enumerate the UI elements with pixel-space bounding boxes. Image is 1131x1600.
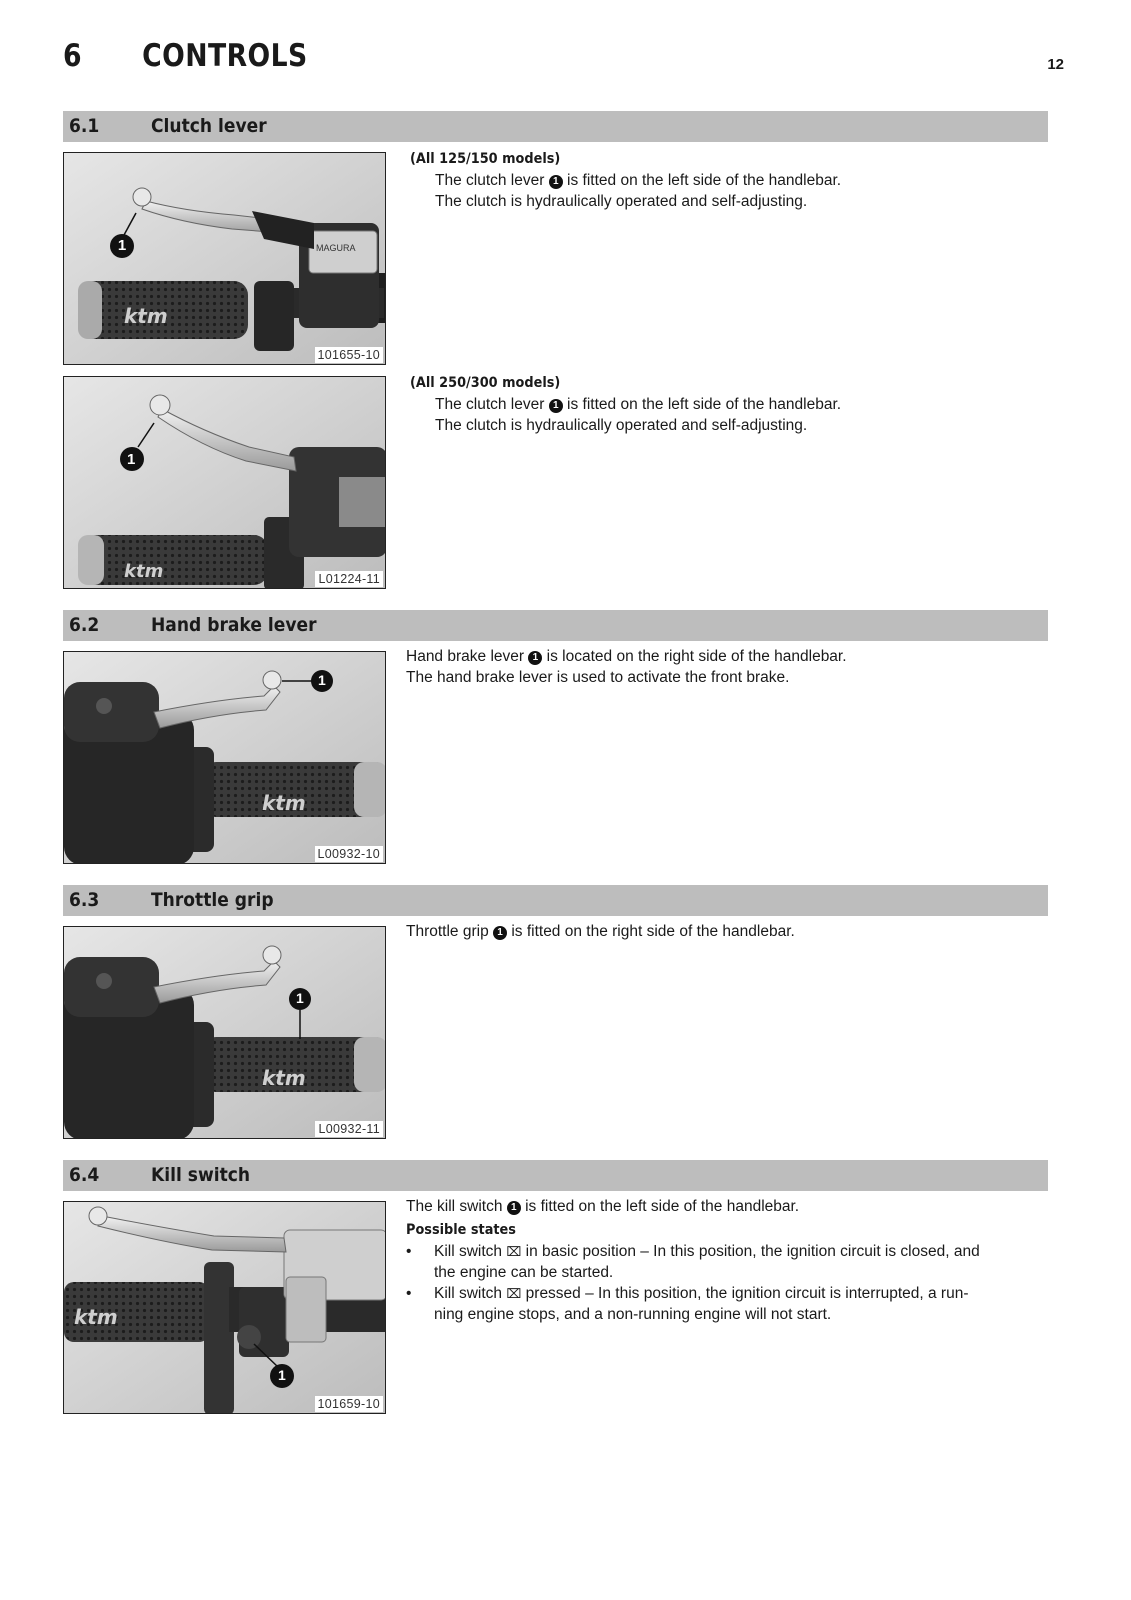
section-title: Kill switch — [151, 1164, 251, 1186]
magura-label: MAGURA — [316, 243, 356, 253]
section-number: 6.3 — [69, 889, 100, 911]
clutch-text-250-300: (All 250/300 models) The clutch lever 1 is fitted on the left side of the handlebar. The clutch is hydraulically operated and self-adjusting. — [410, 375, 842, 434]
chapter-title: CONTROLS — [142, 38, 308, 74]
image-code: L01224-11 — [315, 571, 383, 587]
callout-1: 1 — [318, 672, 326, 688]
callout-1: 1 — [549, 175, 563, 189]
kill-switch-photo — [63, 1201, 386, 1414]
section-header-6-3 — [63, 885, 1048, 916]
svg-text:ktm: ktm — [124, 561, 164, 582]
section-header-6-2 — [63, 610, 1048, 641]
throttle-grip-text: Throttle grip 1 is fitted on the right side of the handlebar. — [406, 923, 795, 940]
section-header-6-4 — [63, 1160, 1048, 1191]
throttle-grip-photo — [63, 926, 386, 1139]
chapter-heading — [63, 38, 308, 74]
callout-1: 1 — [117, 237, 127, 254]
kill-switch-text: The kill switch 1 is fitted on the left side of the handlebar. Possible states • Kill switch ⌧ in basic position – In this position, the ignition circuit is closed, and the engine can be started. • Kill switch ⌧ pressed – In this position, the ignition circuit is interrupted, a run- ning engine stops, and a non-running engine will not start. — [406, 1196, 980, 1325]
section-number: 6.2 — [69, 614, 100, 636]
page-number: 12 — [1047, 56, 1064, 73]
kill-switch-icon: ⌧ — [506, 1286, 522, 1301]
clutch-lever-photo-250-300 — [63, 376, 386, 589]
section-title: Throttle grip — [151, 889, 274, 911]
image-code: L00932-10 — [315, 846, 383, 862]
list-item: • Kill switch ⌧ in basic position – In this position, the ignition circuit is closed, and the engine can be started. — [406, 1241, 980, 1283]
svg-text:ktm: ktm — [262, 791, 306, 815]
callout-1: 1 — [507, 1201, 521, 1215]
section-number: 6.1 — [69, 115, 100, 137]
clutch-description: The clutch is hydraulically operated and self-adjusting. — [435, 417, 808, 434]
image-code: L00932-11 — [315, 1121, 383, 1137]
svg-text:ktm: ktm — [262, 1066, 306, 1090]
list-item: • Kill switch ⌧ pressed – In this position, the ignition circuit is interrupted, a run- ning engine stops, and a non-running engine will not start. — [406, 1283, 980, 1325]
section-title: Clutch lever — [151, 115, 267, 137]
image-code: 101655-10 — [315, 347, 383, 363]
model-subtitle: (All 125/150 models) — [410, 151, 561, 167]
callout-1: 1 — [493, 926, 507, 940]
section-number: 6.4 — [69, 1164, 100, 1186]
chapter-number: 6 — [63, 38, 82, 74]
hand-brake-text: Hand brake lever 1 is located on the right side of the handlebar. The hand brake lever is used to activate the front brake. — [406, 648, 847, 686]
hand-brake-lever-photo — [63, 651, 386, 864]
section-header-6-1 — [63, 111, 1048, 142]
callout-1: 1 — [549, 399, 563, 413]
hand-brake-description: The hand brake lever is used to activate the front brake. — [406, 669, 790, 686]
callout-1: 1 — [296, 990, 304, 1006]
model-subtitle: (All 250/300 models) — [410, 375, 561, 391]
clutch-text-125-150: (All 125/150 models) The clutch lever 1 is fitted on the left side of the handlebar. The clutch is hydraulically operated and self-adjusting. — [410, 151, 842, 210]
clutch-lever-photo-125-150 — [63, 152, 386, 365]
svg-text:ktm: ktm — [124, 304, 168, 328]
svg-text:ktm: ktm — [74, 1305, 118, 1329]
image-code: 101659-10 — [315, 1396, 383, 1412]
callout-1: 1 — [127, 451, 136, 468]
possible-states-heading: Possible states — [406, 1222, 516, 1238]
callout-1: 1 — [278, 1367, 286, 1383]
section-title: Hand brake lever — [151, 614, 317, 636]
clutch-description: The clutch is hydraulically operated and self-adjusting. — [435, 193, 808, 210]
callout-1: 1 — [528, 651, 542, 665]
kill-switch-icon: ⌧ — [506, 1244, 522, 1259]
